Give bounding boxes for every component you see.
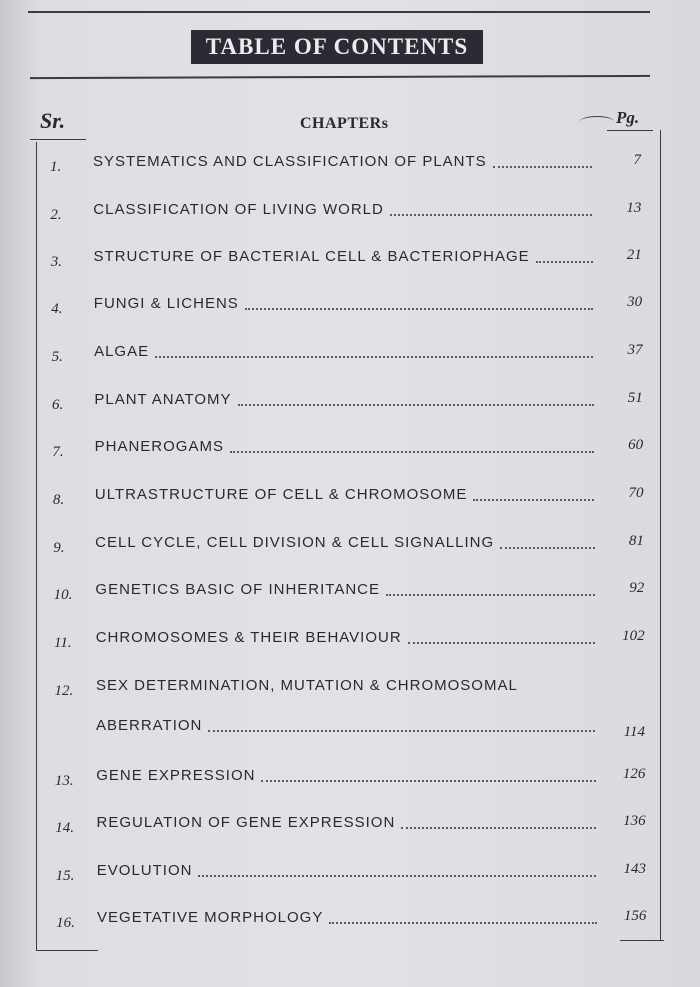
page-number: 136 xyxy=(623,813,646,829)
page-number: 114 xyxy=(623,724,645,740)
frame-left-bottom-border xyxy=(36,950,98,951)
chapter-number: 1. xyxy=(50,159,62,175)
page-number: 156 xyxy=(623,908,647,924)
top-rule xyxy=(28,11,650,13)
dot-leader xyxy=(245,308,593,310)
toc-row xyxy=(0,152,700,178)
chapter-number: 9. xyxy=(53,540,65,556)
chapter-number: 11. xyxy=(54,635,72,651)
dot-leader xyxy=(408,642,595,644)
toc-row xyxy=(0,580,700,606)
chapter-number: 7. xyxy=(52,444,64,460)
chapter-title: EVOLUTION xyxy=(96,862,193,879)
page-number: 51 xyxy=(627,390,643,406)
chapter-title: CHROMOSOMES & THEIR BEHAVIOUR xyxy=(95,629,402,646)
sr-underline xyxy=(30,139,86,140)
chapter-title: ULTRASTRUCTURE OF CELL & CHROMOSOME xyxy=(94,486,468,503)
page-number: 7 xyxy=(633,152,641,168)
page-number: 13 xyxy=(626,200,642,216)
chapter-title: GENETICS BASIC OF INHERITANCE xyxy=(95,581,381,598)
page-number: 126 xyxy=(622,766,646,782)
chapter-title: VEGETATIVE MORPHOLOGY xyxy=(97,909,324,926)
column-header-pg: Pg. xyxy=(616,108,640,127)
chapter-number: 15. xyxy=(55,868,75,884)
page-title: TABLE OF CONTENTS xyxy=(191,30,483,64)
chapter-number: 13. xyxy=(54,773,74,789)
chapter-title: STRUCTURE OF BACTERIAL CELL & BACTERIOPHAGE xyxy=(93,248,530,265)
dot-leader xyxy=(386,594,595,596)
toc-row xyxy=(0,294,700,320)
chapter-title: GENE EXPRESSION xyxy=(96,767,256,784)
chapter-number: 3. xyxy=(50,254,63,270)
dot-leader xyxy=(208,730,595,732)
chapter-title: CLASSIFICATION OF LIVING WORLD xyxy=(93,201,384,218)
chapter-title: CELL CYCLE, CELL DIVISION & CELL SIGNALLING xyxy=(95,534,495,551)
toc-row xyxy=(0,200,700,226)
page-number: 21 xyxy=(626,247,642,263)
page-number: 70 xyxy=(628,485,644,501)
dot-leader xyxy=(230,451,594,453)
dot-leader xyxy=(238,404,594,406)
toc-row xyxy=(0,533,700,559)
toc-row xyxy=(0,908,700,934)
chapter-number: 6. xyxy=(52,397,64,413)
header-rule xyxy=(30,75,650,79)
chapter-title: FUNGI & LICHENS xyxy=(93,295,239,312)
dot-leader xyxy=(473,499,594,501)
page-number: 30 xyxy=(627,294,643,310)
chapter-number: 8. xyxy=(52,492,65,508)
toc-row xyxy=(0,628,700,654)
chapter-title-continued: ABERRATION xyxy=(95,717,203,734)
toc-row xyxy=(0,390,700,416)
page-number: 37 xyxy=(627,342,643,358)
dot-leader xyxy=(401,827,596,829)
toc-row xyxy=(0,813,700,839)
pg-underline xyxy=(607,130,653,131)
dot-leader xyxy=(536,261,593,263)
dot-leader xyxy=(500,547,594,549)
chapter-title: SEX DETERMINATION, MUTATION & CHROMOSOMAL xyxy=(95,677,518,694)
toc-row xyxy=(0,676,700,740)
column-header-sr: Sr. xyxy=(40,108,66,133)
toc-row xyxy=(0,766,700,792)
chapter-title: SYSTEMATICS AND CLASSIFICATION OF PLANTS xyxy=(93,153,487,170)
chapter-title: REGULATION OF GENE EXPRESSION xyxy=(96,814,396,831)
toc-row xyxy=(0,437,700,463)
chapter-title: PHANEROGAMS xyxy=(94,438,224,455)
dot-leader xyxy=(493,166,592,168)
frame-right-bottom-border xyxy=(620,940,664,941)
chapter-number: 16. xyxy=(56,915,75,931)
chapter-number: 4. xyxy=(51,301,63,317)
dot-leader xyxy=(155,356,593,358)
column-header-chapters: CHAPTERs xyxy=(300,115,389,132)
page-number: 60 xyxy=(628,437,644,453)
chapter-number: 5. xyxy=(51,349,63,365)
toc-row xyxy=(0,247,700,273)
toc-row xyxy=(0,861,700,887)
toc-row xyxy=(0,342,700,368)
dot-leader xyxy=(198,875,596,877)
page-number: 143 xyxy=(623,861,647,877)
chapter-number: 12. xyxy=(54,683,74,699)
chapter-title: PLANT ANATOMY xyxy=(94,391,232,408)
dot-leader xyxy=(329,922,596,924)
page-number: 81 xyxy=(628,533,644,549)
chapter-number: 10. xyxy=(53,587,73,603)
chapter-title: ALGAE xyxy=(94,343,150,360)
dot-leader xyxy=(261,780,595,782)
dot-leader xyxy=(390,214,592,216)
chapter-number: 2. xyxy=(50,207,62,223)
page-number: 102 xyxy=(622,628,645,644)
pg-swoosh-mark xyxy=(580,116,614,127)
toc-row xyxy=(0,485,700,511)
chapter-number: 14. xyxy=(55,820,74,836)
page-number: 92 xyxy=(629,580,645,596)
